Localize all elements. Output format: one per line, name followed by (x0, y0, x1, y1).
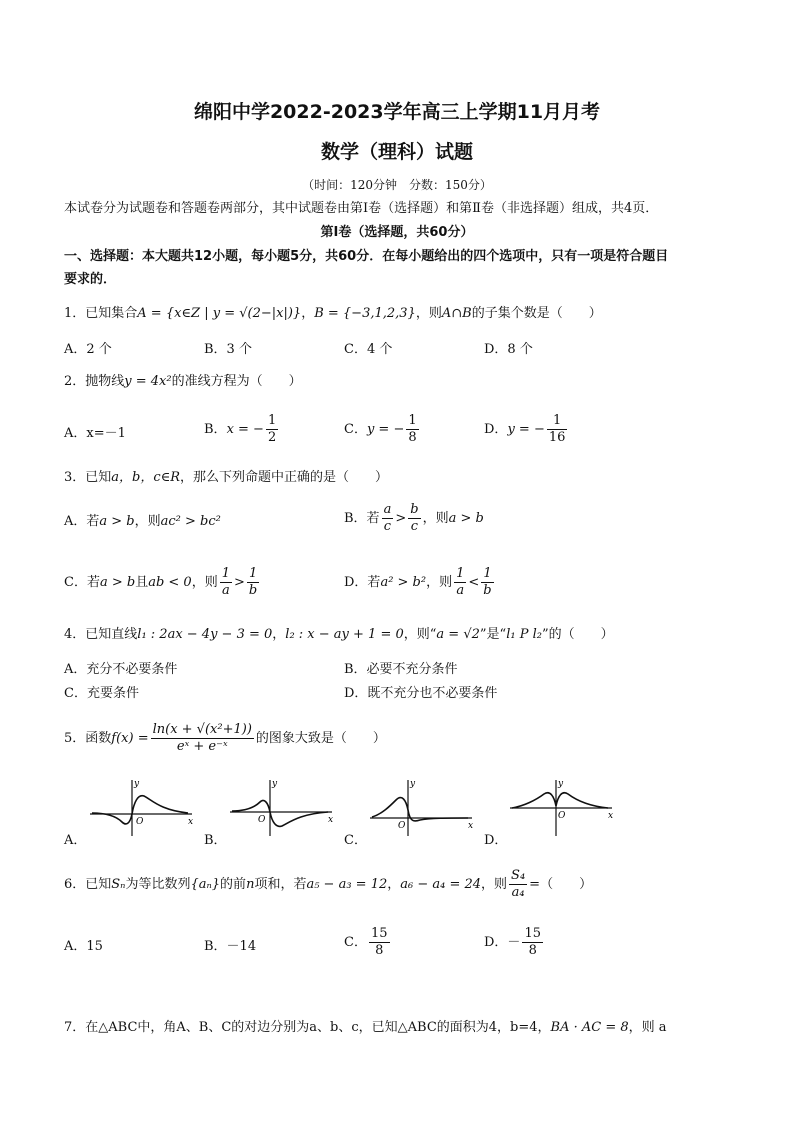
q3-text-a: 3．已知 (64, 470, 112, 485)
q2-option-b-lhs: x = − (226, 422, 264, 437)
q6-option-b: B．－14 (204, 939, 257, 954)
q3-option-c-pre: C．若 (64, 575, 100, 590)
q6-text-f: ，则 (481, 877, 508, 892)
q3-option-c-math1: a > b (99, 575, 136, 590)
q2-option-c-fraction (406, 413, 418, 446)
q3-option-b-pre: B．若 (344, 511, 380, 526)
q2-option-c-num: 1 (408, 413, 417, 428)
q4-text-c: ，则“ (403, 627, 437, 642)
q3-option-d: D．若a² > b²，则 $\frac{1}{a}$ < $\frac{1}{b}$ (344, 566, 492, 598)
q5b-origin: O (258, 815, 266, 825)
q3-text-b: ，那么下列命题中正确的是（ ） (180, 470, 389, 485)
q1-option-d: D．8 个 (484, 342, 533, 357)
q6-text-a: 6．已知 (64, 877, 112, 892)
q5c-x-label: x (468, 821, 474, 831)
q4-line2: l₂ : x − ay + 1 = 0 (285, 627, 404, 642)
q6-option-c-num: 15 (370, 926, 388, 941)
q3-option-b-frac2: $\frac{b}{c}$ (410, 502, 419, 534)
q5-graph-c (368, 776, 478, 838)
q4-text-e: ”的（ ） (541, 627, 614, 642)
q4-option-a: A．充分不必要条件 (64, 662, 178, 677)
q6-frac-den: a₄ (511, 885, 525, 900)
q2-option-b-fraction (266, 413, 278, 446)
q3-option-b: B．若 $\frac{a}{c}$ > $\frac{b}{c}$ ，则a > b (344, 502, 484, 534)
q2-option-d (484, 413, 569, 446)
q6-option-c-den: 8 (375, 943, 384, 958)
q2-option-d-fraction (547, 413, 568, 446)
q3-option-b-mid: ，则 (422, 511, 449, 526)
q5d-origin: O (558, 811, 566, 821)
question-6-stem (64, 868, 592, 901)
section-instructions-line2: 要求的． (64, 272, 117, 287)
q5-function-fraction (151, 722, 254, 755)
q5-graph-d (508, 776, 618, 838)
q5-text-a: 5．函数 (64, 731, 112, 746)
q6-text-d: 项和，若 (254, 877, 307, 892)
q6-option-c-pre: C． (344, 935, 367, 950)
q6-option-d-pre: D．－ (484, 935, 521, 950)
q6-text-b: 为等比数列 (125, 877, 191, 892)
q3-option-b-math2: a > b (448, 511, 484, 526)
q3-option-c-frac2: $\frac{1}{b}$ (248, 566, 258, 598)
part-title: 第Ⅰ卷（选择题，共60分） (320, 225, 474, 240)
q2-option-a: A．x=－1 (64, 426, 126, 441)
q5-numerator: ln(x + √(x²+1)) (152, 722, 252, 737)
q5c-origin: O (398, 821, 406, 831)
q6-eq2: a₆ − a₄ = 24 (400, 877, 482, 892)
q3-option-d-frac1: $\frac{1}{a}$ (456, 566, 465, 598)
q5-option-d: D． (484, 833, 508, 848)
q2-option-b-num: 1 (267, 413, 277, 428)
q6-an: {aₙ} (190, 877, 221, 892)
q6-option-d-num: 15 (524, 926, 541, 941)
q6-text-g: =（ ） (529, 877, 593, 892)
q5-function-name: f(x) = (111, 731, 149, 746)
q1-text-b: ， (301, 306, 315, 321)
q3-option-d-frac2: $\frac{1}{b}$ (483, 566, 492, 598)
q2-option-d-label: D． (484, 422, 508, 437)
q2-option-c-lhs: y = − (366, 422, 405, 437)
q1-text-c: ，则 (415, 306, 442, 321)
q2-option-b-label: B． (204, 422, 227, 437)
q2-option-d-num: 1 (547, 413, 568, 430)
q3-option-a-pre: A．若 (64, 514, 100, 529)
question-1-stem (64, 305, 602, 323)
q2-option-d-lhs: y = − (507, 422, 545, 437)
q6-option-c (344, 926, 392, 959)
q2-text-b: 的准线方程为（ ） (171, 374, 302, 389)
q3-option-c-mid1: 且 (135, 575, 149, 590)
q1-option-c: C．4 个 (344, 342, 393, 357)
q5a-origin: O (136, 817, 144, 827)
q6-n: n (246, 877, 255, 892)
q5-graph-b (228, 776, 338, 838)
q5-graph-a (88, 776, 198, 838)
q6-option-c-fraction (369, 926, 390, 959)
q3-option-a-mid: ，则 (134, 514, 161, 529)
q3-option-c-frac1: $\frac{1}{a}$ (221, 566, 231, 598)
q4-text-a: 4．已知直线 (64, 627, 138, 642)
q2-option-c (344, 413, 421, 446)
question-7-stem (64, 1019, 667, 1037)
q3-vars: a，b，c∈R (111, 470, 181, 485)
exam-intro: 本试卷分为试题卷和答题卷两部分，其中试题卷由第Ⅰ卷（选择题）和第Ⅱ卷（非选择题）组成，共4页． (64, 201, 659, 216)
q5-denominator: eˣ + e⁻ˣ (176, 739, 228, 754)
q6-eq1: a₅ − a₃ = 12 (306, 877, 388, 892)
q2-option-c-label: C． (344, 422, 367, 437)
q2-text-a: 2．抛物线 (64, 374, 125, 389)
q5b-x-label: x (328, 815, 334, 825)
question-3-stem (64, 469, 388, 487)
q3-option-a-math2: ac² > bc² (160, 514, 221, 529)
q1-intersection: A∩B (441, 306, 472, 321)
q7-vector-product: BA · AC = 8 (550, 1020, 629, 1035)
q5-option-a: A． (64, 833, 87, 848)
q4-condition: a = √2 (436, 627, 480, 642)
q5-option-b: B． (204, 833, 227, 848)
q6-text-c: 的前 (220, 877, 247, 892)
q4-option-c: C．充要条件 (64, 686, 139, 701)
exam-title: 绵阳中学2022-2023学年高三上学期11月月考 (193, 101, 601, 123)
q1-text-a: 1．已知集合 (64, 306, 138, 321)
exam-meta: （时间：120分钟 分数：150分） (302, 178, 492, 192)
q3-option-d-mid: ，则 (426, 575, 453, 590)
q4-text-d: ”是“ (479, 627, 507, 642)
q2-option-c-den: 8 (408, 430, 417, 445)
q3-option-a-math1: a > b (99, 514, 135, 529)
q5a-x-label: x (188, 817, 194, 827)
q3-option-c-math2: ab < 0 (148, 575, 192, 590)
q3-option-b-frac1: $\frac{a}{c}$ (383, 502, 392, 534)
q7-text: 7．在△ABC中，角A、B、C的对边分别为a、b、c，已知△ABC的面积为4，b=4， (64, 1020, 551, 1035)
q5b-y-label: y (272, 779, 278, 789)
section-instructions-line1: 一、选择题：本大题共12小题，每小题5分，共60分．在每小题给出的四个选项中，只有一项是符合题目 (64, 249, 669, 264)
question-5-stem (64, 722, 386, 755)
q4-option-b: B．必要不充分条件 (344, 662, 458, 677)
q6-fraction (509, 868, 527, 901)
q1-set-b: B = {−3,1,2,3} (314, 306, 416, 321)
q4-text-b: ， (272, 627, 286, 642)
q1-set-a: A = {x∈Z | y = √(2−|x|)} (137, 306, 302, 321)
q3-option-d-pre: D．若 (344, 575, 381, 590)
q5c-y-label: y (410, 779, 416, 789)
q5a-y-label: y (134, 779, 140, 789)
q3-option-c-mid2: ，则 (191, 575, 218, 590)
exam-subtitle: 数学（理科）试题 (320, 141, 473, 163)
q3-option-c: C．若a > b且ab < 0，则 $\frac{1}{a}$ > $\frac{1}{b}$ (64, 566, 258, 598)
q2-option-b (204, 413, 280, 446)
q5-text-b: 的图象大致是（ ） (255, 731, 386, 746)
q5d-y-label: y (558, 779, 564, 789)
q1-text-d: 的子集个数是（ ） (471, 306, 602, 321)
q6-option-a: A．15 (64, 939, 103, 954)
q6-option-d-den: 8 (528, 943, 537, 958)
q6-frac-num: S₄ (511, 868, 526, 883)
q5b-curve (232, 800, 328, 826)
question-4-stem (64, 626, 614, 644)
q2-option-d-den: 16 (548, 430, 566, 445)
q6-option-d-fraction (522, 926, 543, 959)
q5-option-c: C． (344, 833, 367, 848)
q2-option-b-den: 2 (267, 430, 277, 445)
q5d-curve (512, 793, 608, 808)
q4-line1: l₁ : 2ax − 4y − 3 = 0 (137, 627, 273, 642)
q3-option-d-math1: a² > b² (380, 575, 427, 590)
q4-parallel: l₁ P l₂ (506, 627, 542, 642)
q1-option-a: A．2 个 (64, 342, 112, 357)
q3-option-a (64, 513, 221, 531)
q5d-x-label: x (608, 811, 614, 821)
q6-sn: Sₙ (111, 877, 126, 892)
q6-option-d (484, 926, 545, 959)
q6-text-e: ， (387, 877, 401, 892)
q4-option-d: D．既不充分也不必要条件 (344, 686, 498, 701)
question-2-stem (64, 373, 302, 391)
q1-option-b: B．3 个 (204, 342, 252, 357)
q7-tail: ，则 a (628, 1020, 667, 1035)
q2-equation: y = 4x² (124, 374, 172, 389)
